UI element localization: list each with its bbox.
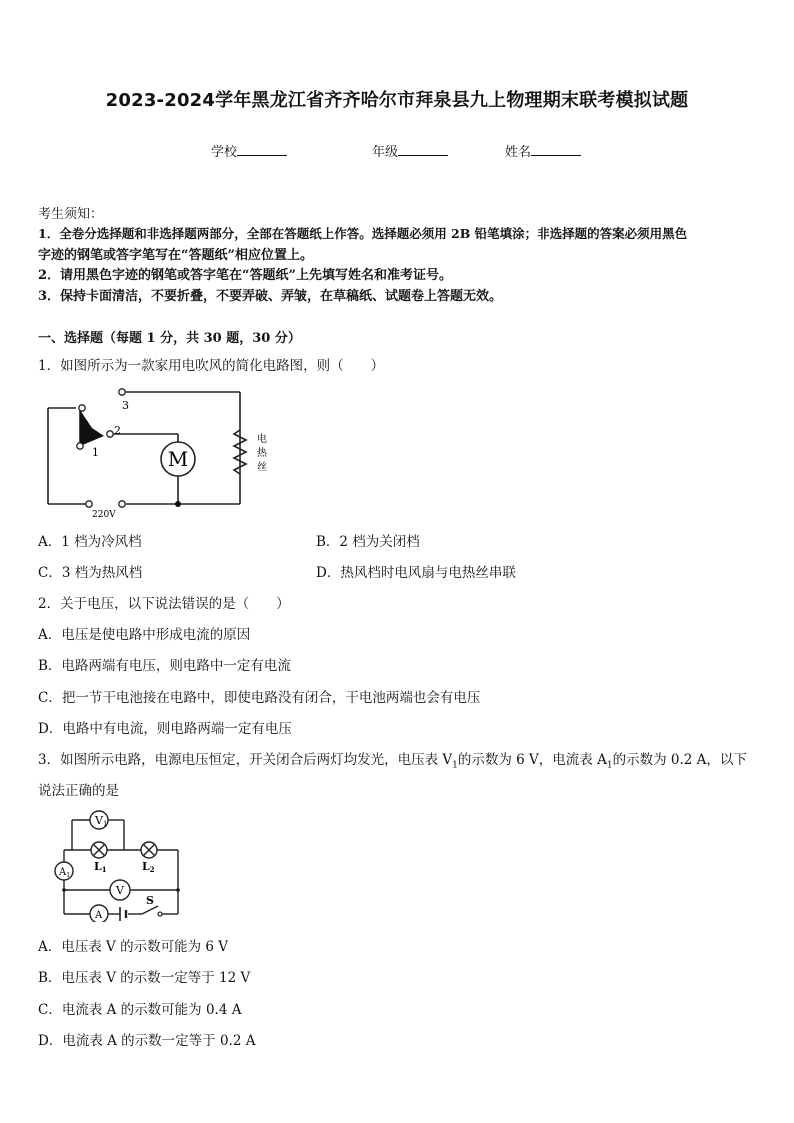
switch-s-label: S <box>146 894 154 907</box>
notice-line-2: 字迹的钢笔或答字笔写在“答题纸”相应位置上。 <box>38 248 313 263</box>
q2-stem: 2．关于电压，以下说法错误的是（ ） <box>38 596 290 612</box>
q1-option-b: B．2 档为关闭档 <box>316 534 420 550</box>
q3-option-a: A．电压表 V 的示数可能为 6 V <box>38 939 229 955</box>
motor-label: M <box>167 447 189 471</box>
school-field <box>211 141 287 160</box>
voltage-label: 220V <box>92 510 116 520</box>
switch-blade <box>80 410 104 446</box>
grade-field <box>372 141 448 160</box>
heater-label-char-3: 丝 <box>257 462 267 473</box>
ammeter-a-label: A <box>95 910 103 921</box>
q3-option-d: D．电流表 A 的示数一定等于 0.2 A <box>38 1033 256 1049</box>
notice-line-3: 2．请用黑色字迹的钢笔或答字笔在“答题纸”上先填写姓名和准考证号。 <box>38 268 453 283</box>
position-3-label: 3 <box>122 399 129 412</box>
q2-option-c: C．把一节干电池接在电路中，即使电路没有闭合，干电池两端也会有电压 <box>38 690 481 706</box>
q1-stem: 1．如图所示为一款家用电吹风的简化电路图，则（ ） <box>38 358 385 374</box>
name-field <box>505 141 581 160</box>
grade-label: 年级 <box>372 145 399 160</box>
voltmeter-v1-label: V1 <box>95 814 108 828</box>
q1-option-a: A．1 档为冷风档 <box>38 534 142 550</box>
heater-label-char-1: 电 <box>257 434 267 445</box>
q3-stem-line-2: 说法正确的是 <box>38 783 119 799</box>
lamp-l2-label: L2 <box>142 860 155 874</box>
q1-option-d: D．热风档时电风扇与电热丝串联 <box>316 565 516 581</box>
q2-option-b: B．电路两端有电压，则电路中一定有电流 <box>38 658 291 674</box>
two-lamp-circuit-diagram <box>50 806 190 922</box>
notice-line-4: 3．保持卡面清洁，不要折叠，不要弄破、弄皱，在草稿纸、试题卷上答题无效。 <box>38 289 503 304</box>
lamp-l1-label: L1 <box>94 860 107 874</box>
q3-stem-sub-2: 1 <box>606 760 613 771</box>
name-blank <box>531 143 581 156</box>
q1-option-c: C．3 档为热风档 <box>38 565 143 581</box>
q3-option-c: C．电流表 A 的示数可能为 0.4 A <box>38 1002 242 1018</box>
heater-label-char-2: 热 <box>257 448 267 459</box>
page-title: 2023-2024学年黑龙江省齐齐哈尔市拜泉县九上物理期末联考模拟试题 <box>105 90 689 111</box>
grade-blank <box>398 143 448 156</box>
notice-heading: 考生须知： <box>38 207 104 222</box>
q3-stem-sub-1: 1 <box>452 760 458 771</box>
school-label: 学校 <box>211 145 238 160</box>
q3-stem-part-2: 的示数为 6 V，电流表 A <box>457 752 607 768</box>
ammeter-a1-label: $A_1$ <box>59 867 71 879</box>
q2-option-d: D．电路中有电流，则电路两端一定有电压 <box>38 721 292 737</box>
q3-stem <box>38 748 747 771</box>
voltmeter-v-label: V <box>116 884 124 897</box>
position-1-label: 1 <box>92 446 99 459</box>
q3-stem-part-3: 的示数为 0.2 A，以下 <box>612 752 747 768</box>
notice-line-1: 1．全卷分选择题和非选择题两部分，全部在答题纸上作答。选择题必须用 2B 铅笔填涂；非选择题的答案必须用黑色 <box>38 226 688 241</box>
position-2-label: 2 <box>114 424 121 437</box>
q2-option-a: A．电压是使电路中形成电流的原因 <box>38 627 251 643</box>
q3-option-b: B．电压表 V 的示数一定等于 12 V <box>38 970 251 986</box>
hair-dryer-circuit-diagram <box>40 384 280 524</box>
name-label: 姓名 <box>505 145 532 160</box>
q3-stem-part-1: 3．如图所示电路，电源电压恒定，开关闭合后两灯均发光，电压表 V <box>38 752 453 768</box>
school-blank <box>237 143 287 156</box>
section-heading: 一、选择题（每题 1 分，共 30 题，30 分） <box>38 331 301 346</box>
